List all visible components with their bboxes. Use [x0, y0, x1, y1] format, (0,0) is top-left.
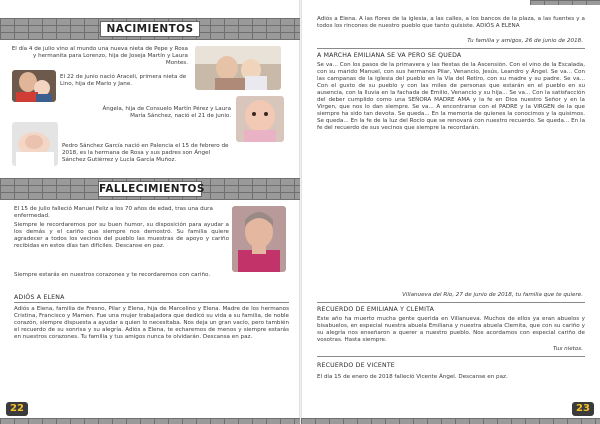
- marcha-emiliana-divider: [317, 302, 585, 303]
- fallecimientos-body: Siempre le recordaremos por su buen humor, su disposición para ayudar a los demás y el cariño que siempre nos demostró. Su familia quiere agradecer a todos los vecinos del pueblo las muestras de apoyo y cariño recibidas en estos días tan difíciles. Descanse en paz.: [14, 222, 229, 249]
- right-page-header-texture: [530, 0, 600, 5]
- baby-photo-3-image: [236, 96, 284, 142]
- recuerdo-emiliana-body: Este año ha muerto mucha gente querida en Villanueva. Muchos de ellos ya eran abuelos y bisabuelos, en especial nuestra abuela Emiliana y nuestra abuela Clemita, que con su cariño y su alegría nos enseñaron a querer a nuestro pueblo. Nos acordamos con especial cariño de vosotras. Hasta siempre.: [317, 316, 585, 343]
- top-tribute-divider: [317, 48, 585, 49]
- portrait-photo: [232, 206, 286, 272]
- right-page-footer-texture: [301, 418, 600, 424]
- adios-elena-heading: ADIÓS A ELENA: [14, 294, 65, 301]
- baby-photo-4-image: [12, 122, 58, 166]
- portrait-photo-image: [232, 206, 286, 272]
- nacimientos-banner: [0, 18, 300, 40]
- page-number-left: 22: [6, 402, 28, 416]
- baby-photo-4: [12, 122, 58, 166]
- recuerdo-vicente-body: El día 15 de enero de 2018 falleció Vicente Ángel. Descanse en paz.: [317, 374, 508, 380]
- marcha-emiliana-body: Se va... Con los pasos de la primavera y las fiestas de la Ascensión. Con el vino de la Escalada, con su marido Manuel, con sus hermanos Pilar, Venancio, Jesús, Leandro y Ángel. Se va... Con las campanas de la iglesia del pueblo en la Vía del Retiro, con su madre y su padre. Se va... Con el gusto de su pueblo y con las miles de personas que estarán en el pueblo en su ausencia, con la lluvia en la fachada de Emilio, Venancio y su hija... Se va... Con la satisfacción del deber cumplido como una SEÑORA MADRE AMA y la fe en Dios nuestro Señor y en la Virgen, que nos lo dan siempre. Se va... A encontrarse con el PADRE y la VIRGEN de la que siempre ha sido tan devota. Se queda... En la memoria de quienes la conocimos y la quisimos. Se queda... En la fe de la luz del Rocío que se renovará con nuestro recuerdo. Se queda... En la fe del recuerdo de sus vecinos que siempre la recordarán.: [317, 62, 585, 131]
- baby-photo-3: [236, 96, 284, 142]
- nacimientos-item-2: El 22 de junio nació Araceli, primera nieta de Lino, hija de Mario y Jane.: [60, 74, 187, 87]
- recuerdo-emiliana-signature: Tus nietos.: [553, 346, 583, 352]
- baby-photo-2: [12, 70, 56, 102]
- nacimientos-intro: El día 4 de julio vino al mundo una nueva nieta de Pepe y Rosa y hermanita para Lorenzo, hija de Joseja Martín y Laura Montes.: [11, 46, 188, 66]
- marcha-emiliana-signature: Villanueva del Río, 27 de junio de 2018, tu familia que te quiere.: [402, 292, 583, 298]
- baby-photo-1-image: [195, 46, 281, 90]
- fallecimientos-banner: [0, 178, 300, 200]
- fallecimientos-title: FALLECIMIENTOS: [99, 183, 205, 195]
- nacimientos-item-3: Ángela, hija de Consuelo Martín Pérez y Laura María Sánchez, nació el 21 de junio.: [102, 106, 231, 119]
- recuerdo-emiliana-heading: RECUERDO DE EMILIANA Y CLEMITA: [317, 306, 435, 313]
- page-number-right: 23: [572, 402, 594, 416]
- baby-photo-2-image: [12, 70, 56, 102]
- top-tribute-text: Adiós a Elena. A las flores de la iglesia, a las calles, a los bancos de la plaza, a las fuentes y a todos los rincones de nuestro pueblo que tanto quisiste. ADIÓS A ELENA: [317, 16, 585, 29]
- nacimientos-title: NACIMIENTOS: [100, 21, 200, 37]
- fallecimientos-closing: Siempre estarás en nuestros corazones y te recordaremos con cariño.: [14, 272, 211, 278]
- adios-elena-divider: [14, 302, 289, 303]
- right-page: [301, 0, 600, 424]
- recuerdo-vicente-heading: RECUERDO DE VICENTE: [317, 362, 395, 369]
- baby-photo-1: [195, 46, 281, 90]
- recuerdo-emiliana-divider: [317, 356, 585, 357]
- adios-elena-body: Adiós a Elena, familia de Fresno, Pilar y Elena, hija de Marcelino y Elena. Madre de los hermanos Cristina, Francisco y Mamen. Fue una mujer trabajadora que dedicó su vida a su familia, de noble corazón, siempre dispuesta a ayudar a quien lo necesitaba. Nos deja un gran vacío, pero también el recuerdo de su sonrisa y su alegría. Adiós a Elena, te echaremos de menos y siempre estarás en nuestros corazones. Tu familia y tus amigos nunca te olvidarán. Descansa en paz.: [14, 306, 289, 340]
- marcha-emiliana-heading: A MARCHA EMILIANA SE VA PERO SE QUEDA: [317, 52, 462, 59]
- fallecimientos-intro: El 15 de julio falleció Manuel Feliz a los 70 años de edad, tras una dura enfermedad.: [14, 206, 213, 219]
- nacimientos-item-4: Pedro Sánchez García nació en Palencia el 15 de febrero de 2018, es la hermana de Rosa y sus padres son Ángel Sánchez Gutiérrez y Lucía García Muñoz.: [62, 143, 229, 163]
- top-tribute-signature: Tu familia y amigos, 26 de junio de 2018.: [467, 38, 583, 44]
- left-page-footer-texture: [0, 418, 300, 424]
